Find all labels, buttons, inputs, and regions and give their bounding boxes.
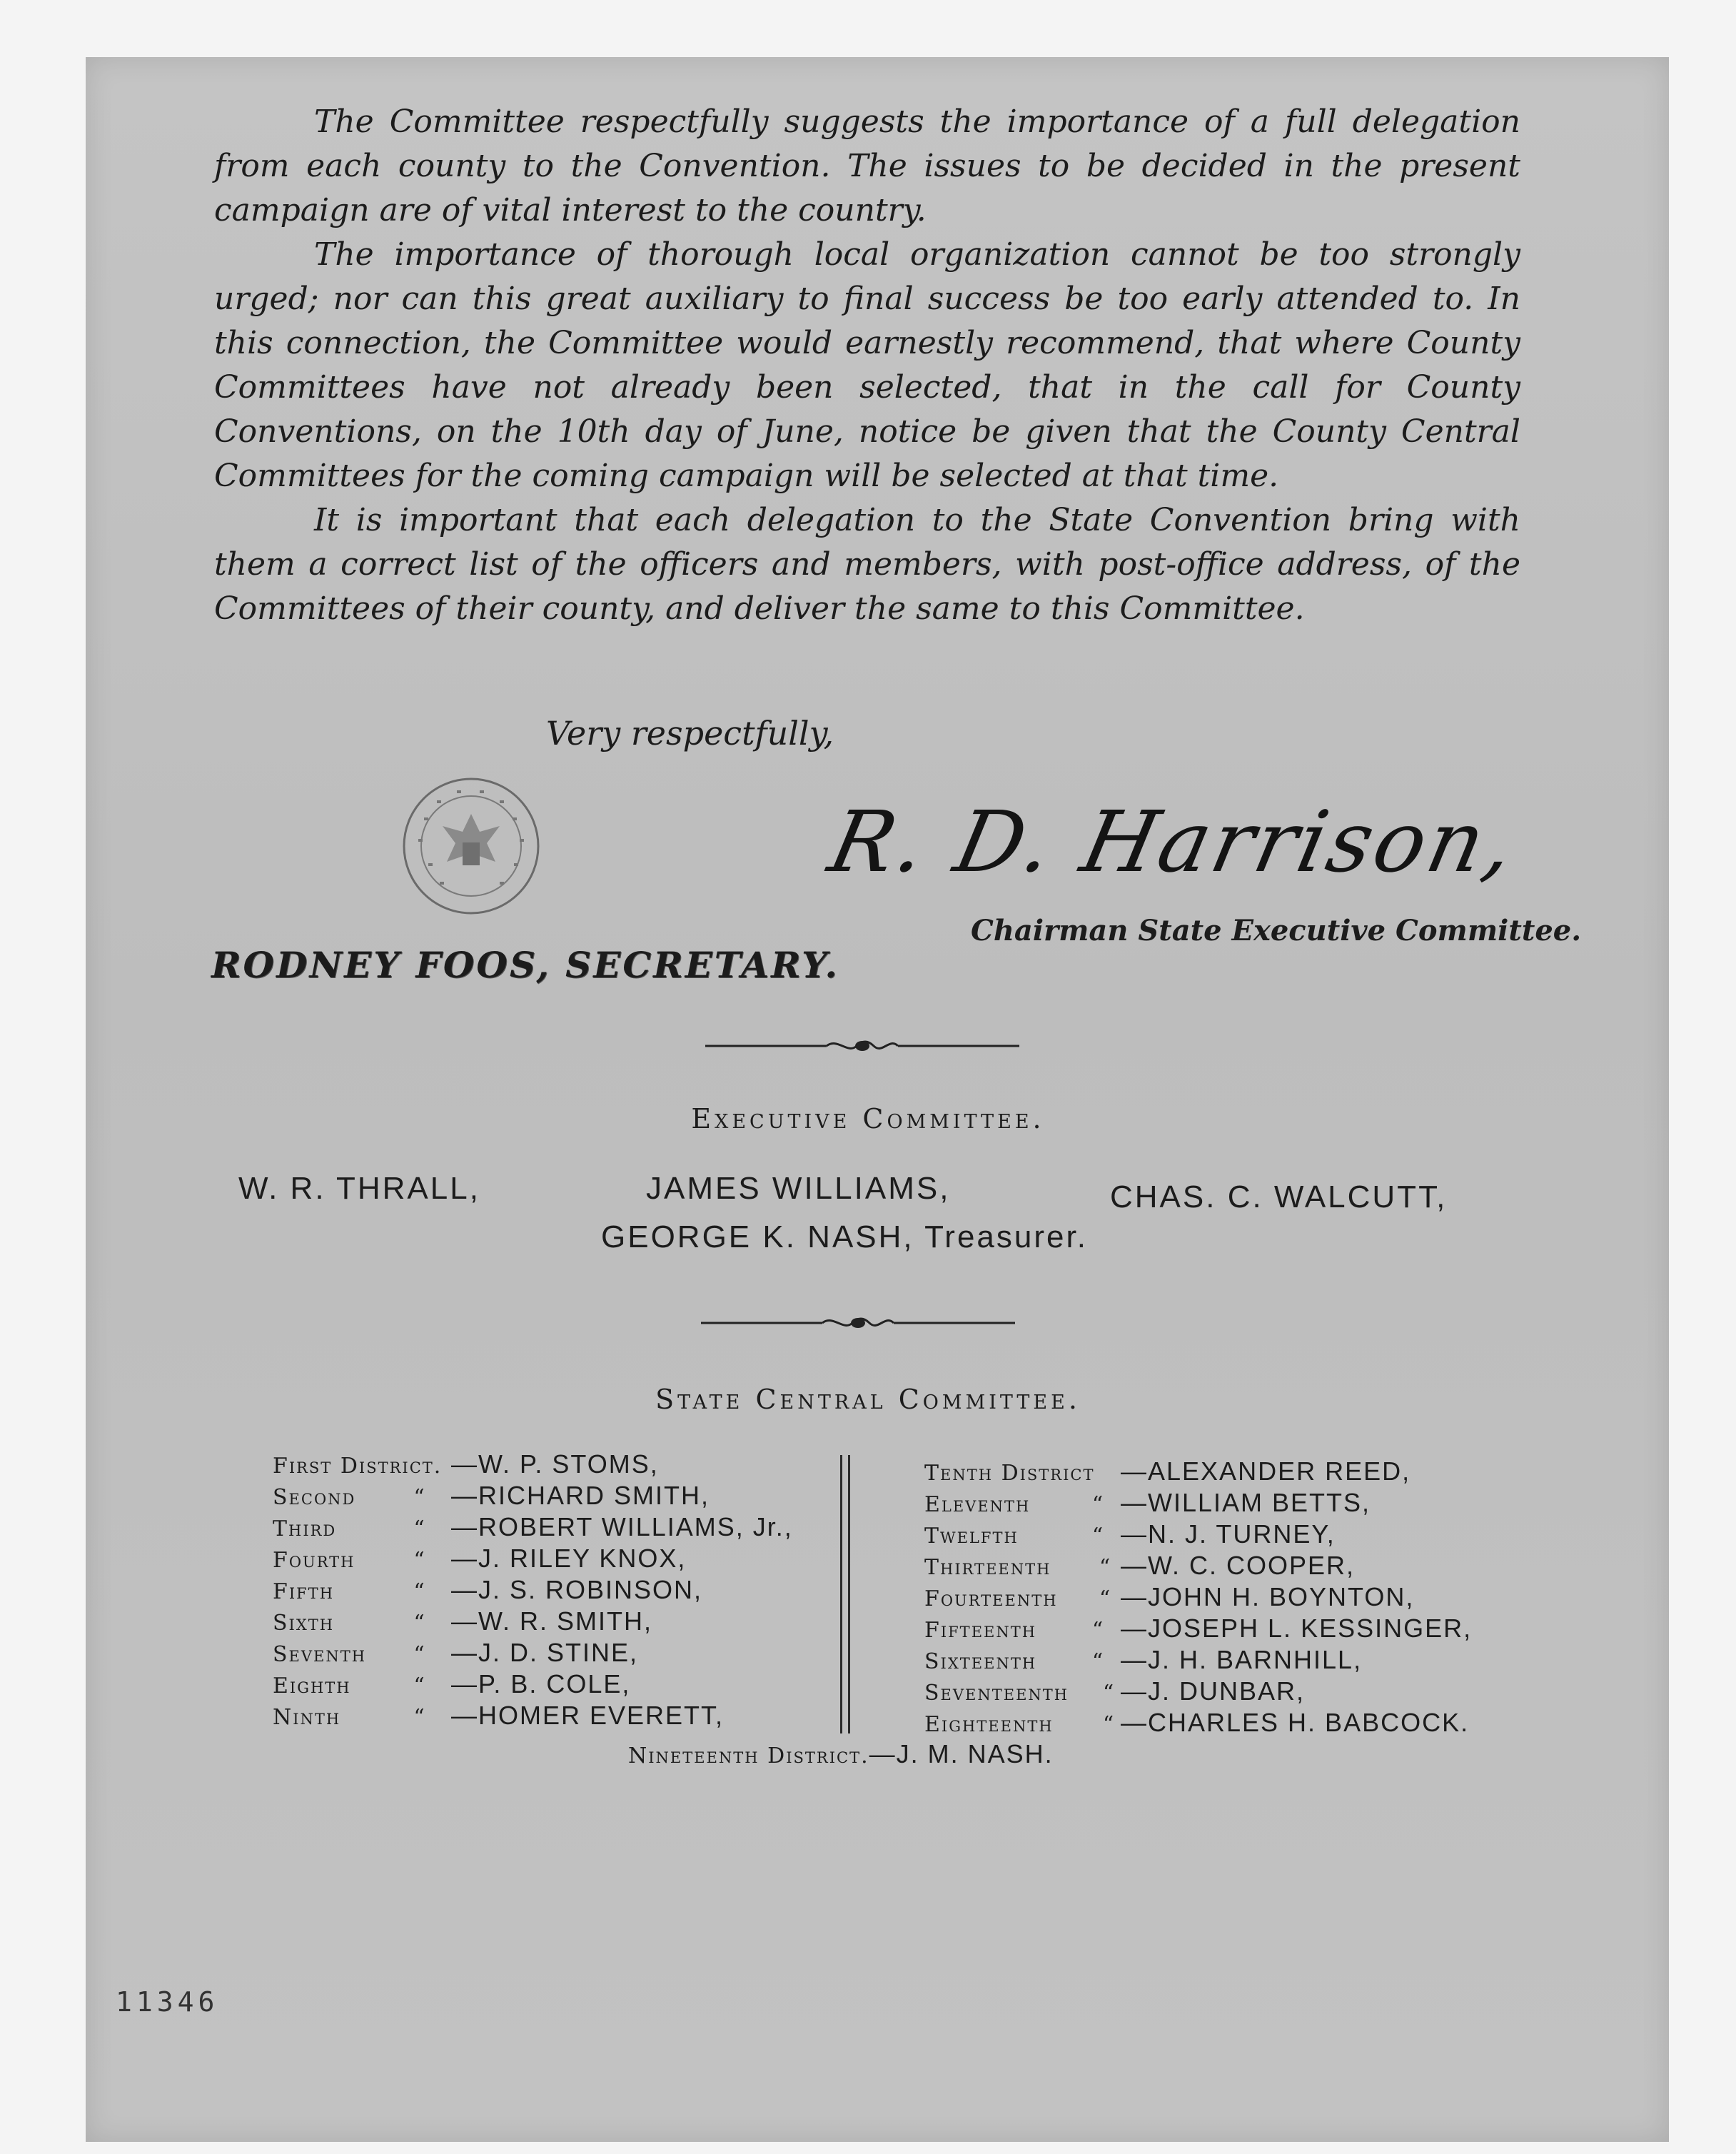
district-member: —ROBERT WILLIAMS, Jr.,: [451, 1512, 793, 1541]
district-member: —J. H. BARNHILL,: [1121, 1645, 1363, 1674]
ditto-mark: “: [413, 1705, 425, 1730]
district-member: —W. C. COOPER,: [1121, 1551, 1356, 1580]
district-name: Seventeenth: [924, 1681, 1069, 1706]
ditto-mark: “: [1091, 1618, 1104, 1643]
district-row: [273, 1606, 793, 1638]
executive-committee-heading: Executive Committee.: [691, 1103, 1045, 1134]
district-row: [924, 1551, 1472, 1582]
ditto-mark: “: [413, 1674, 425, 1698]
district-member: —RICHARD SMITH,: [451, 1481, 710, 1510]
district-row: [273, 1575, 793, 1606]
district-row: [924, 1614, 1472, 1645]
paragraph-organization: The importance of thorough local organization cannot be too strongly urged; nor can this great auxiliary to final success be too early attended to. In this connection, the Committee would earnestly recommend, that where County Committees have not already been selected, that in the call for County Conventions, on the 10th day of June, notice be given that the County Central Committees for the coming campaign will be selected at that time.: [214, 236, 1520, 494]
district-member: —WILLIAM BETTS,: [1121, 1488, 1371, 1517]
district-member: —P. B. COLE,: [451, 1669, 631, 1698]
secretary-name: RODNEY FOOS, SECRETARY.: [211, 944, 839, 986]
district-row: [924, 1645, 1472, 1676]
district-name: Eighth: [273, 1674, 351, 1698]
district-name: Nineteenth District.: [628, 1743, 869, 1768]
chairman-title: Chairman State Executive Committee.: [971, 914, 1582, 947]
ditto-mark: “: [1091, 1649, 1104, 1674]
district-name: Second: [273, 1485, 356, 1510]
ditto-mark: “: [413, 1579, 425, 1604]
ditto-mark: “: [1099, 1555, 1111, 1580]
ditto-mark: “: [413, 1548, 425, 1573]
district-member: —ALEXANDER REED,: [1121, 1456, 1411, 1486]
district-row: [273, 1481, 793, 1512]
district-name: Ninth: [273, 1705, 341, 1730]
ditto-mark: “: [1099, 1586, 1111, 1611]
district-row: [273, 1544, 793, 1575]
ornament-divider: [701, 1312, 1015, 1334]
document-number: 11346: [116, 1986, 219, 2018]
district-row: [924, 1676, 1472, 1708]
ornament-divider: [705, 1035, 1019, 1057]
ditto-mark: “: [1102, 1712, 1114, 1737]
exec-member-walcutt: CHAS. C. WALCUTT,: [1110, 1179, 1448, 1214]
district-row: [924, 1519, 1472, 1551]
ditto-mark: “: [413, 1642, 425, 1667]
signature-harrison: R. D. Harrison,: [821, 792, 1526, 891]
district-name: Fifteenth: [924, 1618, 1037, 1643]
ditto-mark: “: [413, 1611, 425, 1636]
district-row: [924, 1708, 1472, 1739]
district-row: [273, 1449, 793, 1481]
district-name: Fourteenth: [924, 1586, 1058, 1611]
district-name: Seventh: [273, 1642, 367, 1667]
library-seal-stamp: [400, 775, 542, 917]
district-name: Thirteenth: [924, 1555, 1051, 1580]
district-name: Tenth District: [924, 1461, 1095, 1486]
district-member: —J. S. ROBINSON,: [451, 1575, 703, 1604]
district-member: —N. J. TURNEY,: [1121, 1519, 1336, 1549]
district-name: Third: [273, 1516, 337, 1541]
district-list-right: [924, 1456, 1472, 1739]
district-name: First District.: [273, 1454, 443, 1479]
exec-member-williams: JAMES WILLIAMS,: [646, 1171, 951, 1206]
district-name: Fourth: [273, 1548, 355, 1573]
district-row: [273, 1638, 793, 1669]
ditto-mark: “: [1091, 1492, 1104, 1517]
district-name: Sixth: [273, 1611, 335, 1636]
state-central-committee-heading: State Central Committee.: [655, 1384, 1081, 1415]
district-member: —J. DUNBAR,: [1121, 1676, 1306, 1706]
district-row: [273, 1512, 793, 1544]
district-name: Eighteenth: [924, 1712, 1054, 1737]
district-member: —W. R. SMITH,: [451, 1606, 652, 1636]
nineteenth-district-row: [628, 1739, 1054, 1769]
district-list-left: [273, 1449, 793, 1732]
district-member: —J. D. STINE,: [451, 1638, 639, 1667]
district-name: Twelfth: [924, 1524, 1019, 1549]
ditto-mark: “: [413, 1516, 425, 1541]
district-member: —JOHN H. BOYNTON,: [1121, 1582, 1415, 1611]
letter-body: [214, 100, 1520, 631]
district-row: [924, 1488, 1472, 1519]
exec-member-thrall: W. R. THRALL,: [238, 1171, 480, 1206]
paragraph-delegation-list: It is important that each delegation to the State Convention bring with them a correct list of the officers and members, with post-office address, of the Committees of their county, and deliver the same to this Committee.: [214, 502, 1520, 627]
district-member: —J. M. NASH.: [869, 1739, 1054, 1768]
exec-member-nash-treasurer: GEORGE K. NASH, Treasurer.: [601, 1219, 1088, 1254]
column-divider: [840, 1455, 850, 1733]
district-member: —HOMER EVERETT,: [451, 1701, 725, 1730]
district-member: —JOSEPH L. KESSINGER,: [1121, 1614, 1473, 1643]
paragraph-delegation: The Committee respectfully suggests the importance of a full delegation from each county to the Convention. The issues to be decided in the present campaign are of vital interest to the country.: [214, 104, 1520, 228]
district-name: Sixteenth: [924, 1649, 1037, 1674]
district-row: [924, 1456, 1472, 1488]
district-row: [924, 1582, 1472, 1614]
ditto-mark: “: [413, 1485, 425, 1510]
closing-salutation: Very respectfully,: [546, 714, 834, 753]
district-row: [273, 1669, 793, 1701]
district-member: —W. P. STOMS,: [451, 1449, 659, 1479]
district-name: Eleventh: [924, 1492, 1031, 1517]
ditto-mark: “: [1091, 1524, 1104, 1549]
district-row: [273, 1701, 793, 1732]
district-name: Fifth: [273, 1579, 335, 1604]
district-member: —J. RILEY KNOX,: [451, 1544, 687, 1573]
district-member: —CHARLES H. BABCOCK.: [1121, 1708, 1470, 1737]
ditto-mark: “: [1102, 1681, 1114, 1706]
